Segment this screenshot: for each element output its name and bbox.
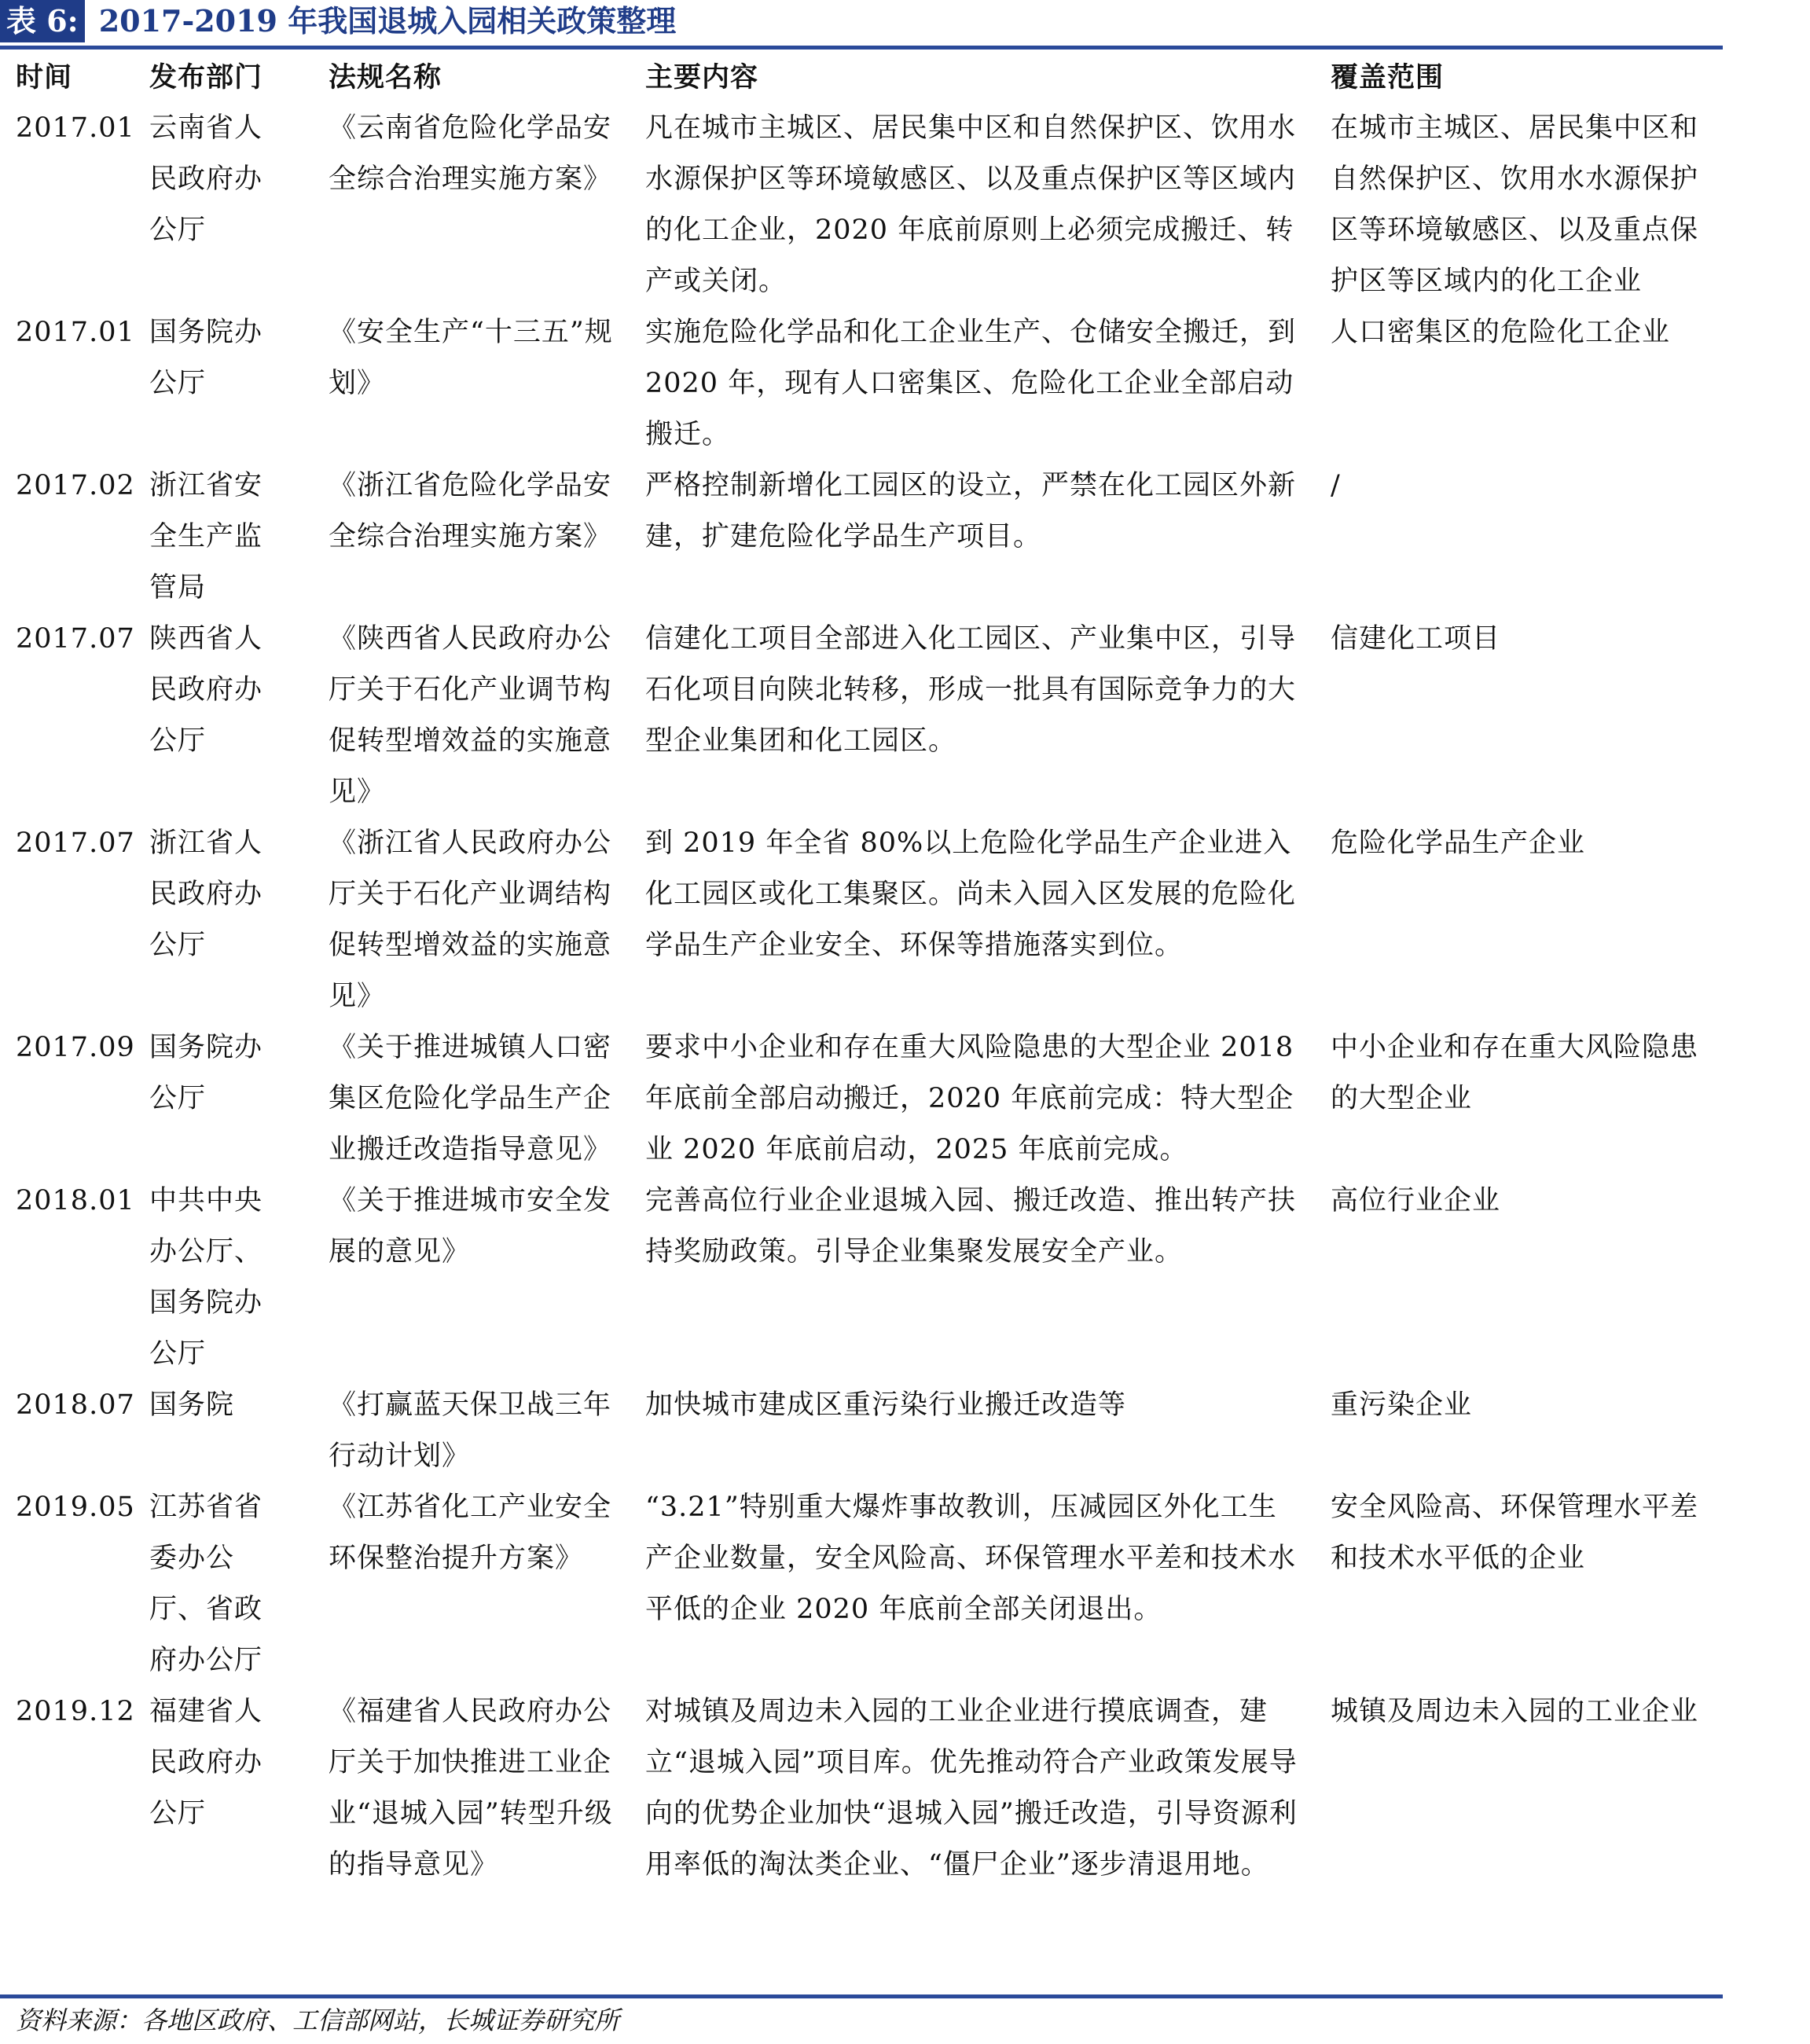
cell-scope — [1331, 818, 1705, 1022]
cell-name — [329, 1176, 645, 1380]
source-note: 资料来源：各地区政府、工信部网站，长城证券研究所 — [16, 2005, 620, 2035]
cell-name — [329, 307, 645, 461]
cell-dept-text: 中共中央办公厅、国务院办公厅 — [149, 1185, 263, 1370]
table-number-label: 表 6: — [0, 0, 85, 42]
cell-scope-text: 危险化学品生产企业 — [1331, 828, 1586, 859]
cell-scope — [1331, 1380, 1705, 1482]
cell-dept — [149, 103, 329, 307]
cell-content-text: 完善高位行业企业退城入园、搬迁改造、推出转产扶持奖励政策。引导企业集聚发展安全产业。 — [645, 1185, 1297, 1268]
cell-dept — [149, 461, 329, 614]
cell-dept — [149, 307, 329, 461]
table-row — [16, 1482, 1705, 1686]
cell-dept-text: 国务院 — [149, 1389, 235, 1421]
header-content: 主要内容 — [645, 61, 759, 94]
cell-content-text: 加快城市建成区重污染行业搬迁改造等 — [645, 1389, 1127, 1421]
cell-content — [645, 1176, 1331, 1380]
cell-dept — [149, 614, 329, 818]
cell-scope — [1331, 1022, 1705, 1176]
cell-content — [645, 103, 1331, 307]
cell-date: 2019.12 — [16, 1696, 135, 1727]
cell-scope-text: 高位行业企业 — [1331, 1185, 1501, 1216]
cell-name-text: 《陕西省人民政府办公厅关于石化产业调节构促转型增效益的实施意见》 — [329, 623, 612, 808]
cell-date: 2017.07 — [16, 828, 135, 859]
cell-date: 2018.01 — [16, 1185, 135, 1216]
cell-scope — [1331, 307, 1705, 461]
table-header-row — [16, 52, 1705, 103]
cell-date: 2017.02 — [16, 470, 135, 501]
cell-name — [329, 1482, 645, 1686]
cell-content — [645, 1686, 1331, 1891]
cell-content-text: 要求中小企业和存在重大风险隐患的大型企业 2018 年底前全部启动搬迁，2020 年底前完成：特大型企业 2020 年底前启动，2025 年底前完成。 — [645, 1032, 1294, 1165]
cell-content-text: 对城镇及周边未入园的工业企业进行摸底调查，建立“退城入园”项目库。优先推动符合产业政策发展导向的优势企业加快“退城入园”搬迁改造，引导资源利用率低的淘汰类企业、“僵尸企业”逐步清退用地。 — [645, 1696, 1298, 1881]
cell-date: 2018.07 — [16, 1389, 135, 1421]
cell-scope-text: 中小企业和存在重大风险隐患的大型企业 — [1331, 1032, 1699, 1114]
cell-scope-text: 城镇及周边未入园的工业企业 — [1331, 1696, 1699, 1727]
cell-content — [645, 614, 1331, 818]
header-name: 法规名称 — [329, 61, 442, 94]
cell-content — [645, 1022, 1331, 1176]
table-row — [16, 1686, 1705, 1891]
table-row — [16, 1022, 1705, 1176]
cell-name-text: 《江苏省化工产业安全环保整治提升方案》 — [329, 1492, 612, 1574]
cell-dept — [149, 1380, 329, 1482]
table-row — [16, 614, 1705, 818]
cell-content — [645, 461, 1331, 614]
cell-dept-text: 江苏省省委办公厅、省政府办公厅 — [149, 1492, 263, 1676]
cell-content — [645, 1482, 1331, 1686]
cell-content-text: 信建化工项目全部进入化工园区、产业集中区，引导石化项目向陕北转移，形成一批具有国际竞争力的大型企业集团和化工园区。 — [645, 623, 1297, 757]
bottom-rule — [0, 1994, 1723, 1998]
cell-scope — [1331, 461, 1705, 614]
cell-name-text: 《安全生产“十三五”规划》 — [329, 317, 613, 399]
table-title: 2017-2019 年我国退城入园相关政策整理 — [98, 3, 677, 39]
cell-date: 2017.01 — [16, 112, 135, 144]
cell-scope — [1331, 1176, 1705, 1380]
cell-dept-text: 云南省人民政府办公厅 — [149, 112, 263, 246]
cell-name-text: 《浙江省危险化学品安全综合治理实施方案》 — [329, 470, 612, 552]
cell-content-text: 实施危险化学品和化工企业生产、仓储安全搬迁，到 2020 年，现有人口密集区、危险化工企业全部启动搬迁。 — [645, 317, 1297, 450]
table-title-bar — [0, 0, 1723, 42]
cell-scope-text: 安全风险高、环保管理水平差和技术水平低的企业 — [1331, 1492, 1699, 1574]
cell-name — [329, 1686, 645, 1891]
cell-dept — [149, 1482, 329, 1686]
cell-content-text: 凡在城市主城区、居民集中区和自然保护区、饮用水水源保护区等环境敏感区、以及重点保护区等区域内的化工企业，2020 年底前原则上必须完成搬迁、转产或关闭。 — [645, 112, 1297, 297]
cell-content-text: “3.21”特别重大爆炸事故教训，压减园区外化工生产企业数量，安全风险高、环保管理水平差和技术水平低的企业 2020 年底前全部关闭退出。 — [645, 1492, 1297, 1625]
cell-name-text: 《打赢蓝天保卫战三年行动计划》 — [329, 1389, 612, 1472]
cell-dept-text: 国务院办公厅 — [149, 1032, 263, 1114]
cell-dept-text: 国务院办公厅 — [149, 317, 263, 399]
cell-name-text: 《云南省危险化学品安全综合治理实施方案》 — [329, 112, 612, 195]
cell-scope-text: 重污染企业 — [1331, 1389, 1473, 1421]
cell-content-text: 到 2019 年全省 80%以上危险化学品生产企业进入化工园区或化工集聚区。尚未入园入区发展的危险化学品生产企业安全、环保等措施落实到位。 — [645, 828, 1297, 961]
cell-date: 2019.05 — [16, 1492, 135, 1523]
cell-scope-text: 信建化工项目 — [1331, 623, 1501, 655]
cell-date: 2017.07 — [16, 623, 135, 655]
cell-name — [329, 1022, 645, 1176]
header-dept: 发布部门 — [149, 61, 263, 94]
cell-dept-text: 浙江省人民政府办公厅 — [149, 828, 263, 961]
table-row — [16, 461, 1705, 614]
header-date: 时间 — [16, 61, 73, 94]
cell-scope — [1331, 614, 1705, 818]
table-row — [16, 818, 1705, 1022]
cell-content — [645, 307, 1331, 461]
cell-content — [645, 1380, 1331, 1482]
table-row — [16, 1176, 1705, 1380]
cell-dept-text: 福建省人民政府办公厅 — [149, 1696, 263, 1829]
cell-name-text: 《关于推进城市安全发展的意见》 — [329, 1185, 612, 1268]
table-row — [16, 1380, 1705, 1482]
cell-dept — [149, 1022, 329, 1176]
cell-name-text: 《福建省人民政府办公厅关于加快推进工业企业“退城入园”转型升级的指导意见》 — [329, 1696, 613, 1881]
cell-date: 2017.09 — [16, 1032, 135, 1063]
cell-scope — [1331, 1482, 1705, 1686]
cell-dept — [149, 1686, 329, 1891]
cell-date: 2017.01 — [16, 317, 135, 348]
cell-content-text: 严格控制新增化工园区的设立，严禁在化工园区外新建，扩建危险化学品生产项目。 — [645, 470, 1297, 552]
cell-name — [329, 614, 645, 818]
cell-name — [329, 103, 645, 307]
policy-table — [16, 52, 1705, 1891]
cell-scope — [1331, 103, 1705, 307]
cell-name — [329, 818, 645, 1022]
cell-name-text: 《浙江省人民政府办公厅关于石化产业调结构促转型增效益的实施意见》 — [329, 828, 612, 1012]
cell-content — [645, 818, 1331, 1022]
cell-dept-text: 陕西省人民政府办公厅 — [149, 623, 263, 757]
cell-scope-text: / — [1331, 470, 1341, 501]
cell-scope — [1331, 1686, 1705, 1891]
cell-name — [329, 461, 645, 614]
cell-name-text: 《关于推进城镇人口密集区危险化学品生产企业搬迁改造指导意见》 — [329, 1032, 612, 1165]
cell-dept-text: 浙江省安全生产监管局 — [149, 470, 263, 604]
table-row — [16, 103, 1705, 307]
header-scope: 覆盖范围 — [1331, 61, 1445, 94]
cell-name — [329, 1380, 645, 1482]
top-rule — [0, 46, 1723, 50]
table-row — [16, 307, 1705, 461]
cell-dept — [149, 1176, 329, 1380]
cell-scope-text: 在城市主城区、居民集中区和自然保护区、饮用水水源保护区等环境敏感区、以及重点保护区等区域内的化工企业 — [1331, 112, 1699, 297]
cell-scope-text: 人口密集区的危险化工企业 — [1331, 317, 1671, 348]
cell-dept — [149, 818, 329, 1022]
